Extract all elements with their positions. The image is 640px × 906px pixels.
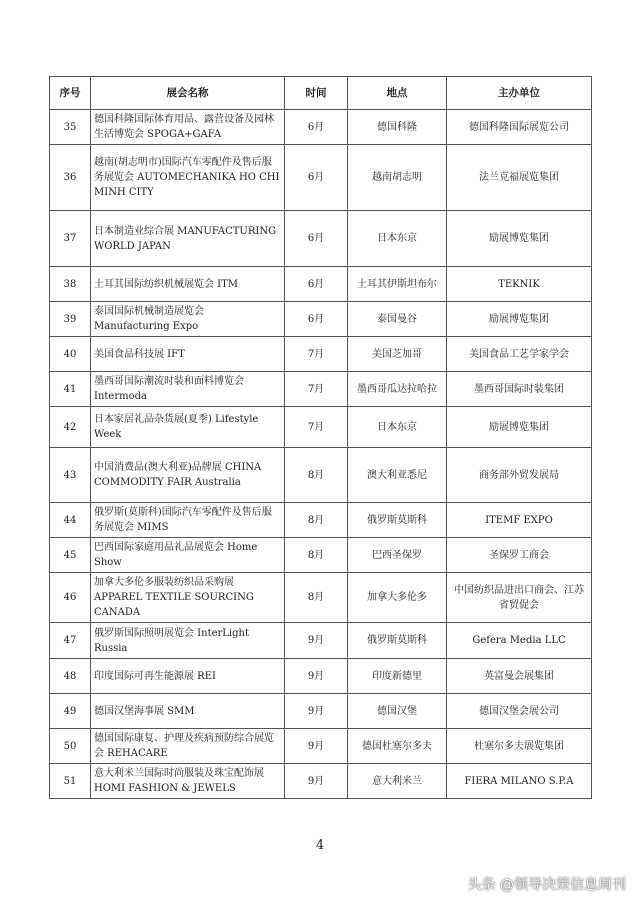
row-name: 德国国际康复、护理及疾病预防综合展览会 REHACARE — [91, 729, 285, 764]
row-organizer: 德国科隆国际展览公司 — [447, 110, 592, 145]
row-no: 38 — [50, 267, 91, 302]
row-no: 51 — [50, 764, 91, 799]
row-place: 德国杜塞尔多夫 — [348, 729, 447, 764]
row-no: 37 — [50, 211, 91, 267]
row-organizer: 美国食品工艺学家学会 — [447, 337, 592, 372]
row-no: 50 — [50, 729, 91, 764]
header-organizer: 主办单位 — [447, 77, 592, 110]
header-time: 时间 — [285, 77, 348, 110]
row-organizer: 圣保罗工商会 — [447, 538, 592, 573]
table-row — [50, 145, 592, 211]
row-no: 44 — [50, 503, 91, 538]
row-name: 德国科隆国际体育用品、露营设备及园林生活博览会 SPOGA+GAFA — [91, 110, 285, 145]
row-time: 8月 — [285, 503, 348, 538]
row-organizer: 法兰克福展览集团 — [447, 145, 592, 211]
page-number: 4 — [315, 838, 325, 853]
table-row — [50, 302, 592, 337]
header-no: 序号 — [50, 77, 91, 110]
row-time: 8月 — [285, 448, 348, 503]
row-place: 俄罗斯莫斯科 — [348, 623, 447, 659]
row-organizer: FIERA MILANO S.P.A — [447, 764, 592, 799]
row-organizer: Gefera Media LLC — [447, 623, 592, 659]
row-name: 美国食品科技展 IFT — [91, 337, 285, 372]
header-place: 地点 — [348, 77, 447, 110]
watermark: 头条 @领导决策信息周刊 — [467, 877, 626, 893]
table-header-row — [50, 77, 592, 110]
row-place: 美国芝加哥 — [348, 337, 447, 372]
row-name: 墨西哥国际潮流时装和面料博览会 Intermoda — [91, 372, 285, 407]
row-organizer: 励展博览集团 — [447, 211, 592, 267]
row-no: 47 — [50, 623, 91, 659]
row-place: 墨西哥瓜达拉哈拉 — [348, 372, 447, 407]
row-organizer: 商务部外贸发展局 — [447, 448, 592, 503]
row-organizer: 励展博览集团 — [447, 302, 592, 337]
row-time: 9月 — [285, 623, 348, 659]
table-row — [50, 337, 592, 372]
row-organizer: 中国纺织品进出口商会、江苏省贸促会 — [447, 573, 592, 623]
header-name: 展会名称 — [91, 77, 285, 110]
row-time: 6月 — [285, 211, 348, 267]
table-row — [50, 623, 592, 659]
row-no: 36 — [50, 145, 91, 211]
row-place: 德国科隆 — [348, 110, 447, 145]
exhibition-table — [49, 76, 592, 799]
row-time: 8月 — [285, 573, 348, 623]
table-row — [50, 573, 592, 623]
row-place: 泰国曼谷 — [348, 302, 447, 337]
table-row — [50, 448, 592, 503]
row-name: 泰国国际机械制造展览会 Manufacturing Expo — [91, 302, 285, 337]
row-no: 46 — [50, 573, 91, 623]
row-organizer: ITEMF EXPO — [447, 503, 592, 538]
table-row — [50, 110, 592, 145]
row-no: 49 — [50, 694, 91, 729]
table-row — [50, 267, 592, 302]
row-time: 9月 — [285, 764, 348, 799]
table-row — [50, 538, 592, 573]
row-place: 巴西圣保罗 — [348, 538, 447, 573]
row-place: 土耳其伊斯坦布尔 — [348, 267, 447, 302]
row-no: 42 — [50, 407, 91, 448]
table-row — [50, 729, 592, 764]
row-no: 41 — [50, 372, 91, 407]
row-time: 8月 — [285, 538, 348, 573]
row-organizer: 励展博览集团 — [447, 407, 592, 448]
row-name: 印度国际可再生能源展 REI — [91, 659, 285, 694]
row-time: 9月 — [285, 659, 348, 694]
table-row — [50, 211, 592, 267]
row-place: 越南胡志明 — [348, 145, 447, 211]
row-name: 巴西国际家庭用品礼品展览会 Home Show — [91, 538, 285, 573]
row-place: 澳大利亚悉尼 — [348, 448, 447, 503]
row-name: 中国消费品(澳大利亚)品牌展 CHINA COMMODITY FAIR Australia — [91, 448, 285, 503]
row-no: 35 — [50, 110, 91, 145]
table-row — [50, 764, 592, 799]
row-name: 越南(胡志明市)国际汽车零配件及售后服务展览会 AUTOMECHANIKA HO CHI MINH CITY — [91, 145, 285, 211]
row-place: 印度新德里 — [348, 659, 447, 694]
row-organizer: 墨西哥国际时装集团 — [447, 372, 592, 407]
row-no: 45 — [50, 538, 91, 573]
row-place: 日本东京 — [348, 211, 447, 267]
row-place: 德国汉堡 — [348, 694, 447, 729]
row-time: 7月 — [285, 337, 348, 372]
row-name: 日本家居礼品杂货展(夏季) Lifestyle Week — [91, 407, 285, 448]
table-row — [50, 372, 592, 407]
table-row — [50, 694, 592, 729]
row-name: 俄罗斯国际照明展览会 InterLight Russia — [91, 623, 285, 659]
row-organizer: 英富曼会展集团 — [447, 659, 592, 694]
row-organizer: 杜塞尔多夫展览集团 — [447, 729, 592, 764]
row-no: 48 — [50, 659, 91, 694]
row-time: 9月 — [285, 729, 348, 764]
row-time: 6月 — [285, 145, 348, 211]
row-name: 意大利米兰国际时尚服装及珠宝配饰展 HOMI FASHION & JEWELS — [91, 764, 285, 799]
row-place: 加拿大多伦多 — [348, 573, 447, 623]
row-time: 9月 — [285, 694, 348, 729]
row-time: 7月 — [285, 372, 348, 407]
table-row — [50, 503, 592, 538]
row-name: 德国汉堡海事展 SMM — [91, 694, 285, 729]
row-place: 意大利米兰 — [348, 764, 447, 799]
row-time: 7月 — [285, 407, 348, 448]
row-name: 俄罗斯(莫斯科)国际汽车零配件及售后服务展览会 MIMS — [91, 503, 285, 538]
row-no: 43 — [50, 448, 91, 503]
row-place: 日本东京 — [348, 407, 447, 448]
row-no: 39 — [50, 302, 91, 337]
row-organizer: TEKNIK — [447, 267, 592, 302]
row-place: 俄罗斯莫斯科 — [348, 503, 447, 538]
row-time: 6月 — [285, 267, 348, 302]
row-organizer: 德国汉堡会展公司 — [447, 694, 592, 729]
row-name: 日本制造业综合展 MANUFACTURING WORLD JAPAN — [91, 211, 285, 267]
row-no: 40 — [50, 337, 91, 372]
row-name: 土耳其国际纺织机械展览会 ITM — [91, 267, 285, 302]
table-row — [50, 407, 592, 448]
row-time: 6月 — [285, 302, 348, 337]
table-row — [50, 659, 592, 694]
row-time: 6月 — [285, 110, 348, 145]
row-name: 加拿大多伦多服装纺织品采购展 APPAREL TEXTILE SOURCING CANADA — [91, 573, 285, 623]
